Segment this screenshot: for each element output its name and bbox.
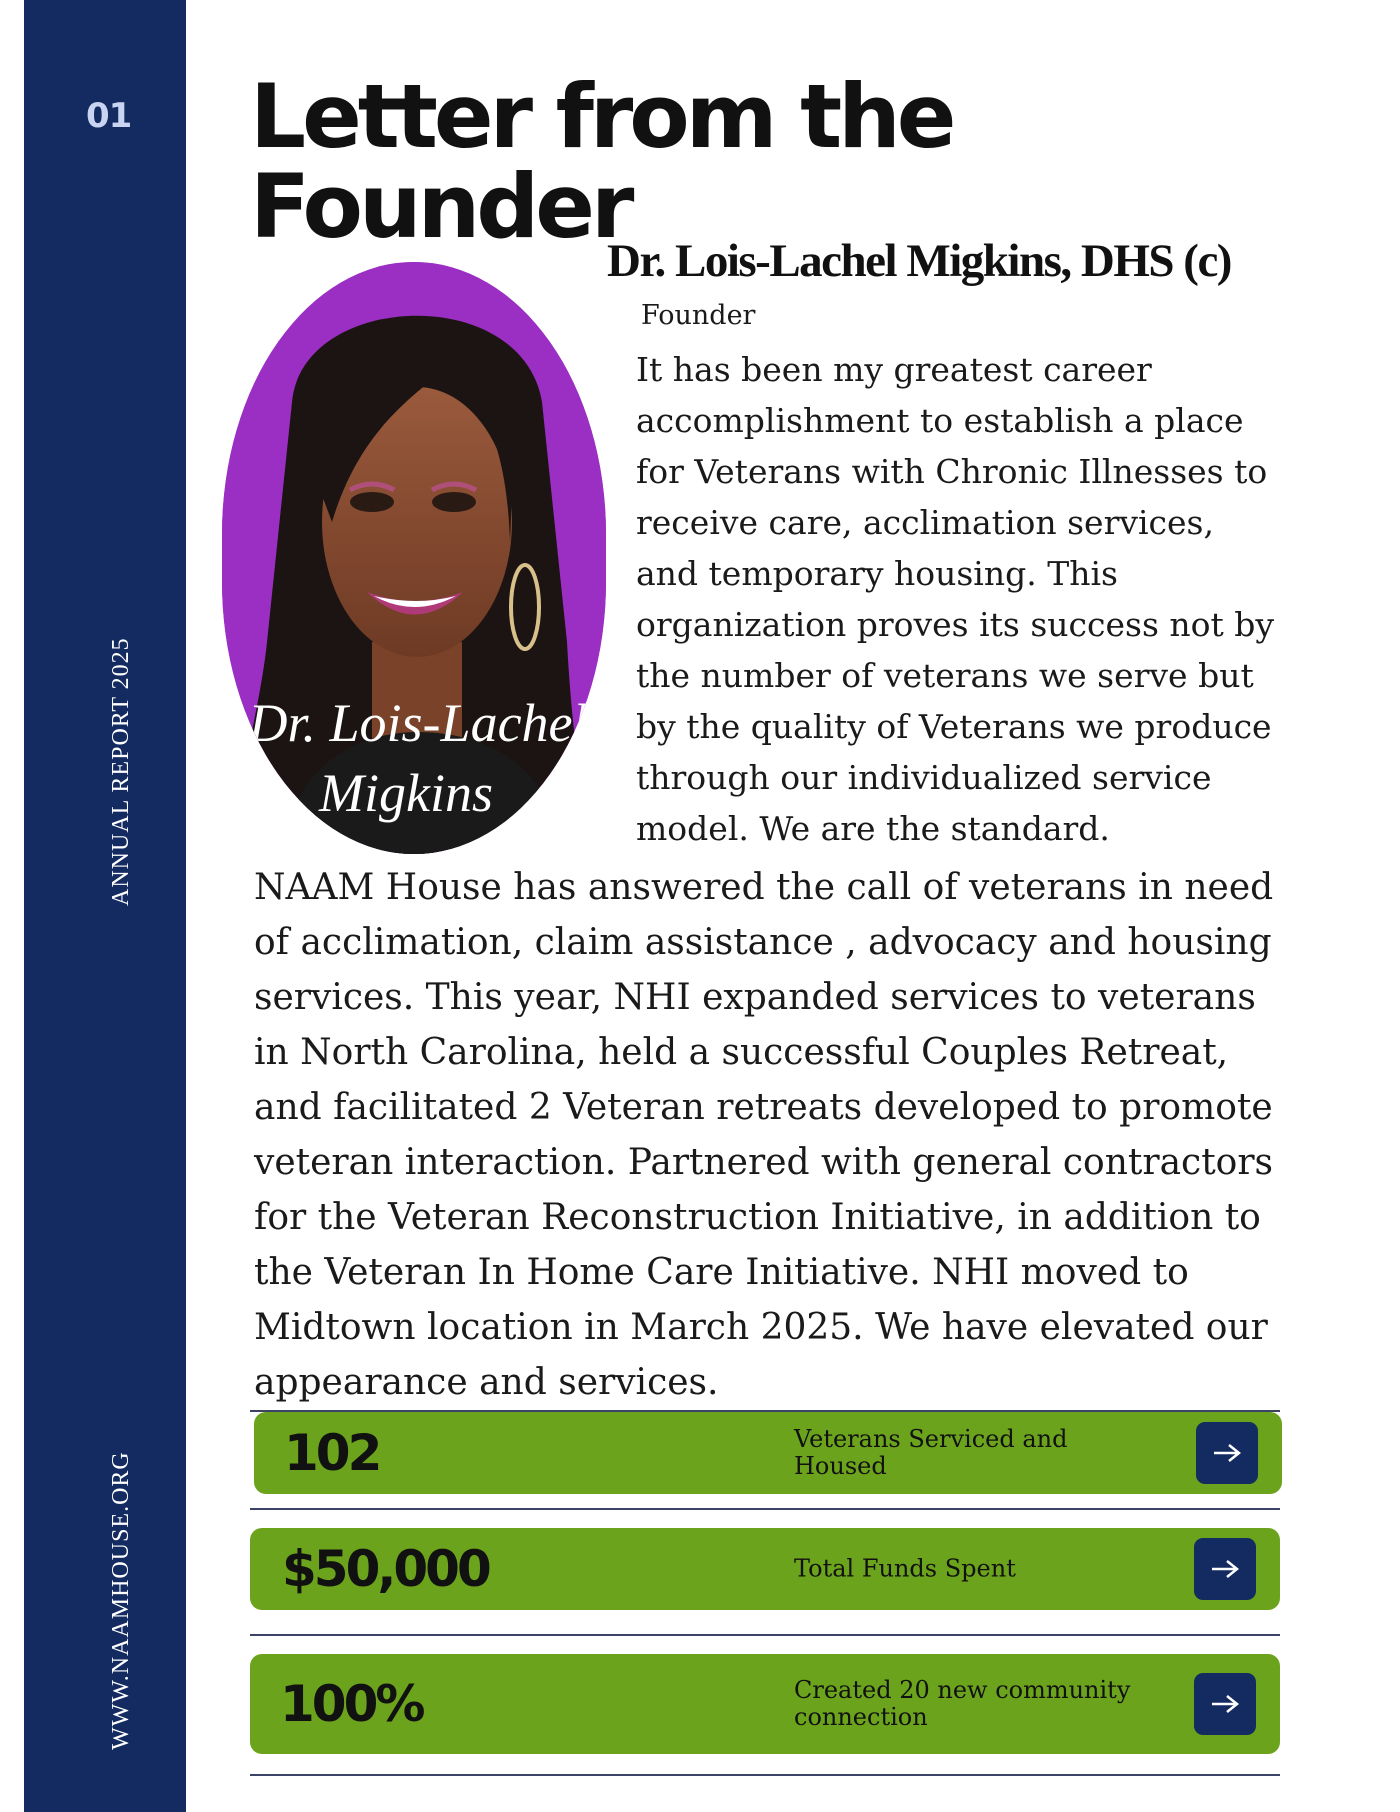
divider [250,1508,1280,1510]
stat-label: Created 20 new community connection [794,1676,1131,1731]
stat-card-funds [250,1528,1280,1610]
stat-arrow-button[interactable] [1194,1673,1256,1735]
stat-value: $50,000 [282,1540,489,1598]
arrow-right-icon [1210,1693,1240,1715]
website-link[interactable]: WWW.NAAMHOUSE.ORG [108,1451,134,1750]
divider [250,1774,1280,1776]
stat-card-veterans [254,1412,1282,1494]
arrow-right-icon [1210,1558,1240,1580]
title-line-2: Founder [250,155,631,258]
letter-body: NAAM House has answered the call of veterans in need of acclimation, claim assistance , advocacy and housing services. This year, NHI expanded services to veterans in North Carolina, held a successful Couples Retreat, and facilitated 2 Veteran retreats developed to promote veteran interaction. Partnered with general contractors for the Veteran Reconstruction Initiative, in addition to the Veteran In Home Care Initiative. NHI moved to Midtown location in March 2025. We have elevated our appearance and services. [254,867,1274,1403]
founder-role: Founder [641,300,756,331]
stat-label: Veterans Serviced and Housed [794,1425,1068,1480]
photo-watermark: Photo [542,790,606,820]
founder-photo [222,262,606,854]
stat-label: Total Funds Spent [794,1554,1016,1583]
divider [250,1634,1280,1636]
letter-intro: It has been my greatest career accomplishment to establish a place for Veterans with Chronic Illnesses to receive care, acclimation services, and temporary housing. This organization proves its success not by the number of veterans we serve but by the quality of Veterans we produce through our individualized service model. We are the standard. [636,350,1275,848]
stat-value: 102 [284,1424,380,1482]
sidebar [24,0,186,1812]
stat-value: 100% [280,1675,423,1733]
arrow-right-icon [1212,1442,1242,1464]
photo-caption-line-2: Migkins [319,763,493,823]
page-title [250,65,953,258]
stat-arrow-button[interactable] [1196,1422,1258,1484]
title-line-1: Letter from the [250,65,953,168]
annual-report-label: ANNUAL REPORT 2025 [108,637,134,906]
stat-card-community [250,1654,1280,1754]
photo-caption-line-1: Dr. Lois-Lachel [248,693,588,753]
founder-name: Dr. Lois-Lachel Migkins, DHS (c) [607,235,1231,287]
page-number: 01 [86,96,132,136]
stat-arrow-button[interactable] [1194,1538,1256,1600]
